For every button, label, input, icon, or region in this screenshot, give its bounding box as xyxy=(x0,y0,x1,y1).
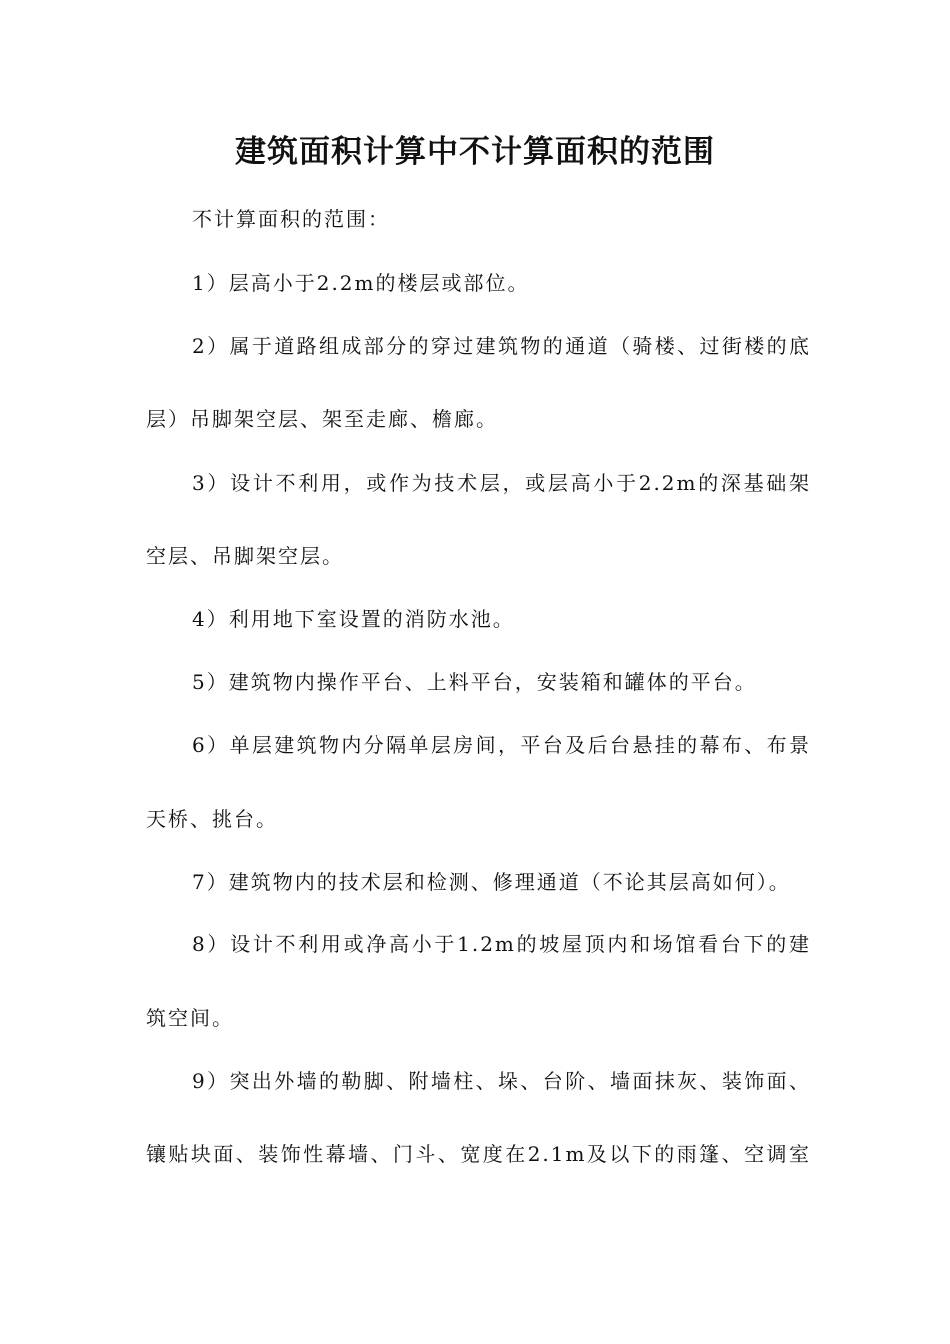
intro-line: 不计算面积的范围： xyxy=(192,207,390,231)
item-1-line: 1）层高小于2.2m的楼层或部位。 xyxy=(192,271,530,295)
item-4-line: 4）利用地下室设置的消防水池。 xyxy=(192,607,515,631)
item-2-line-2: 层）吊脚架空层、架至走廊、檐廊。 xyxy=(146,407,498,431)
item-6-line-1: 6）单层建筑物内分隔单层房间，平台及后台悬挂的幕布、布景 xyxy=(192,733,811,757)
document-title: 建筑面积计算中不计算面积的范围 xyxy=(235,134,715,170)
item-2-line-1: 2）属于道路组成部分的穿过建筑物的通道（骑楼、过街楼的底 xyxy=(192,334,811,358)
item-3-line-2: 空层、吊脚架空层。 xyxy=(146,544,344,568)
item-6-line-2: 天桥、挑台。 xyxy=(146,807,278,831)
item-9-line-2: 镶贴块面、装饰性幕墙、门斗、宽度在2.1m及以下的雨篷、空调室 xyxy=(146,1142,811,1166)
item-3-line-1: 3）设计不利用，或作为技术层，或层高小于2.2m的深基础架 xyxy=(192,471,811,495)
item-8-line-2: 筑空间。 xyxy=(146,1006,234,1030)
item-9-line-1: 9）突出外墙的勒脚、附墙柱、垛、台阶、墙面抹灰、装饰面、 xyxy=(192,1069,811,1093)
item-5-line: 5）建筑物内操作平台、上料平台，安装箱和罐体的平台。 xyxy=(192,670,757,694)
item-7-line: 7）建筑物内的技术层和检测、修理通道（不论其层高如何）。 xyxy=(192,870,791,894)
item-8-line-1: 8）设计不利用或净高小于1.2m的坡屋顶内和场馆看台下的建 xyxy=(192,932,811,956)
